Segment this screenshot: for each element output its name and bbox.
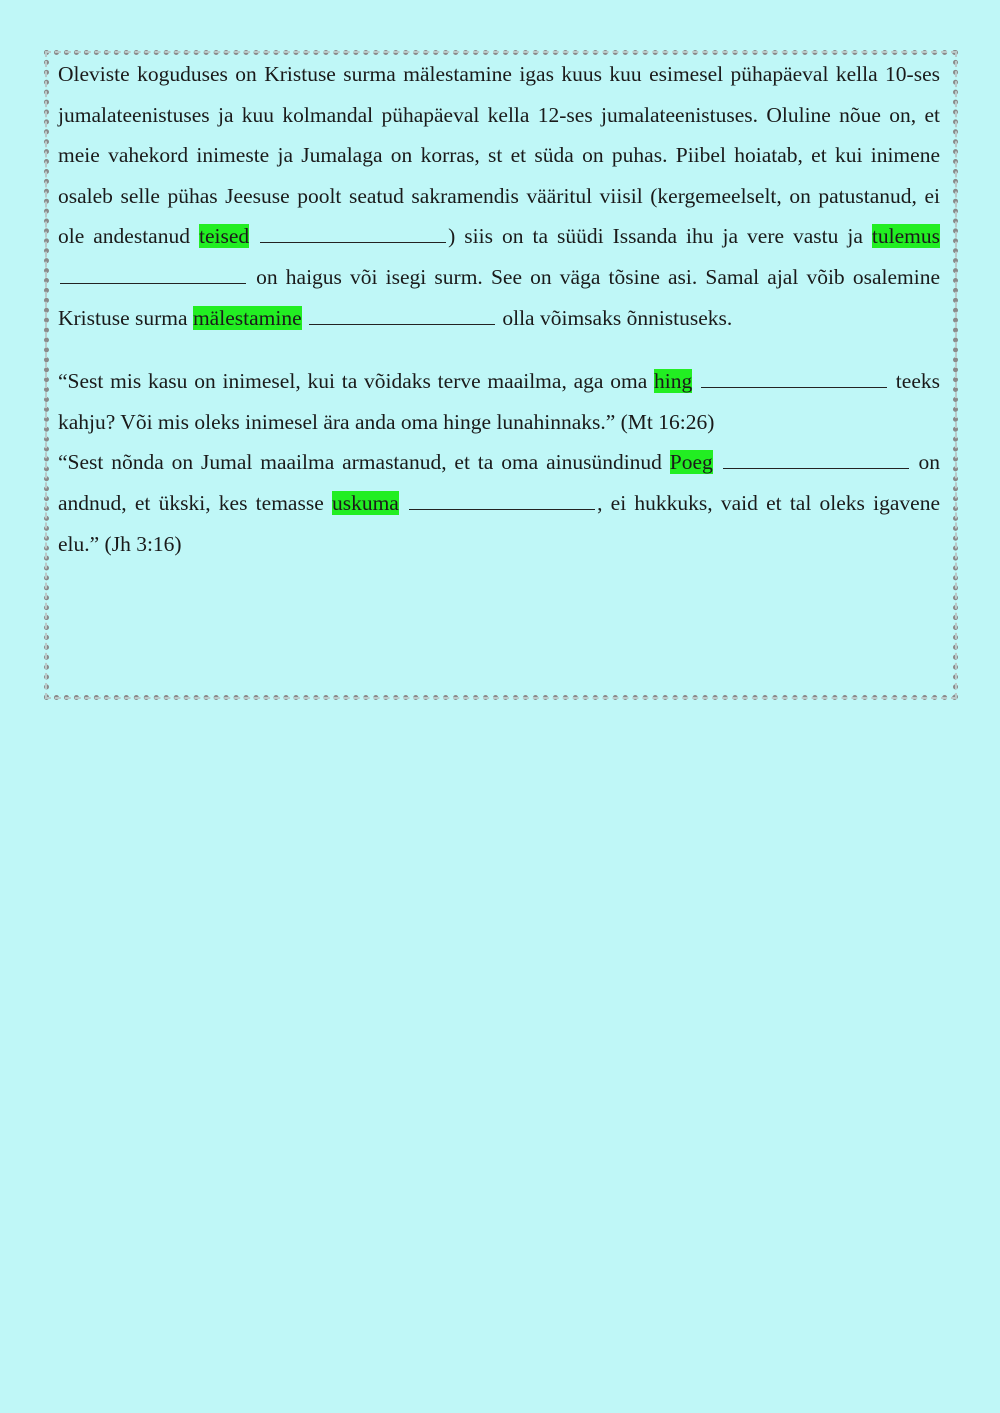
answer-blank-2[interactable] <box>60 267 246 284</box>
paragraph-matthew <box>58 361 940 442</box>
answer-blank-3[interactable] <box>309 308 495 325</box>
text-segment: on andnud, et ükski, kes temasse <box>58 450 940 515</box>
text-segment: on haigus või isegi surm. See on väga tõsine asi. Samal ajal võib osalemine Kristuse surma <box>58 264 940 330</box>
highlighted-word-tulemus: tulemus <box>871 224 940 249</box>
worksheet-text <box>58 54 940 564</box>
answer-blank-1[interactable] <box>260 226 446 243</box>
highlighted-word-poeg: Poeg <box>669 450 713 475</box>
text-segment: olla võimsaks õnnistuseks. <box>496 305 733 330</box>
highlighted-word-uskuma: uskuma <box>331 490 399 515</box>
text-segment: “Sest mis kasu on inimesel, kui ta võidaks terve maailma, aga oma <box>58 369 655 394</box>
paragraph-john <box>58 442 940 564</box>
highlighted-word-hing: hing <box>654 369 693 394</box>
answer-blank-6[interactable] <box>409 493 595 510</box>
highlighted-word-malestamine: mälestamine <box>192 305 302 330</box>
highlighted-word-teised: teised <box>198 224 250 249</box>
text-segment: Oleviste koguduses on Kristuse surma mälestamine igas kuus kuu esimesel pühapäeval kella 10-ses jumalateenistuses ja kuu kolmandal pühapäeval kella 12-ses jumalateenistuses. Oluline nõue on, et meie vahekord inimeste ja Jumalaga on korras, st et süda on puhas. Piibel hoiatab, et kui inimene osaleb selle pühas Jeesuse poolt seatud sakramendis vääritul viisil (kergemeelselt, on patustanud, ei ole andestanud <box>58 62 940 249</box>
answer-blank-4[interactable] <box>701 371 887 388</box>
text-segment: , ei hukkuks, vaid et tal oleks igavene elu.” (Jh 3:16) <box>58 490 940 556</box>
paragraph-communion <box>58 54 940 338</box>
text-segment: “Sest nõnda on Jumal maailma armastanud, et ta oma ainusündinud <box>58 450 670 475</box>
text-segment: ) siis on ta süüdi Issanda ihu ja vere vastu ja <box>448 224 872 249</box>
answer-blank-5[interactable] <box>723 452 909 469</box>
text-segment: teeks kahju? Või mis oleks inimesel ära anda oma hinge lunahinnaks.” (Mt 16:26) <box>58 369 940 434</box>
